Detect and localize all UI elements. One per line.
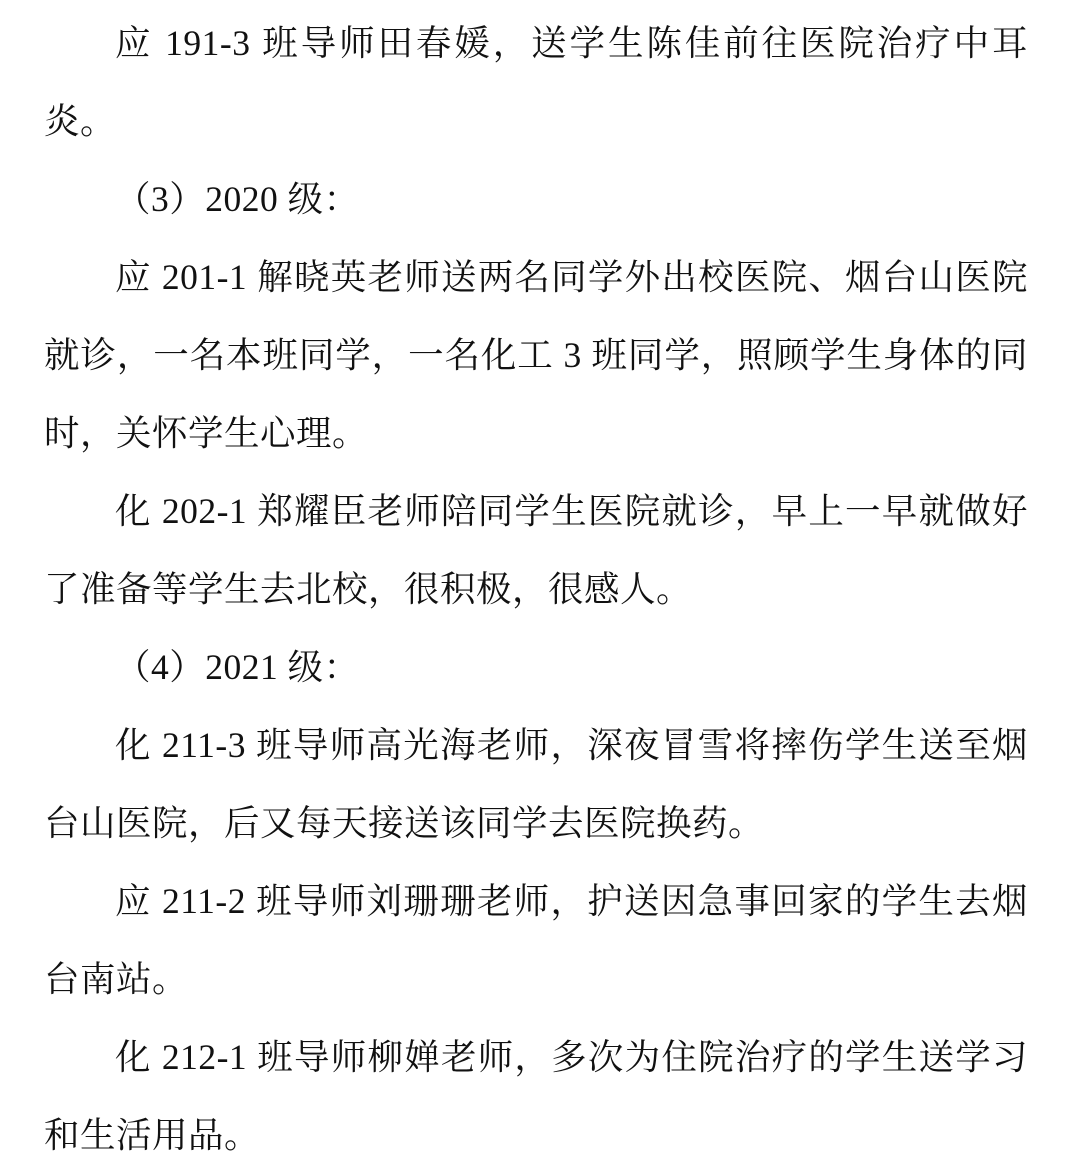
document-body (44, 0, 1028, 1174)
paragraph-heading-2021: （4）2021 级： (115, 647, 360, 687)
paragraph-3: 化 202-1 郑耀臣老师陪同学生医院就诊，早上一早就做好了准备等学生去北校，很积极，很感人。 (44, 491, 1028, 609)
paragraph-1: 应 191-3 班导师田春媛，送学生陈佳前往医院治疗中耳炎。 (44, 23, 1028, 141)
paragraph-4: 化 211-3 班导师高光海老师，深夜冒雪将摔伤学生送至烟台山医院，后又每天接送该同学去医院换药。 (44, 725, 1028, 843)
paragraph-heading-2020: （3）2020 级： (115, 179, 360, 219)
paragraph-6: 化 212-1 班导师柳婵老师，多次为住院治疗的学生送学习和生活用品。 (44, 1037, 1028, 1155)
paragraph-2: 应 201-1 解晓英老师送两名同学外出校医院、烟台山医院就诊，一名本班同学，一名化工 3 班同学，照顾学生身体的同时，关怀学生心理。 (44, 257, 1028, 453)
paragraph-5: 应 211-2 班导师刘珊珊老师，护送因急事回家的学生去烟台南站。 (44, 881, 1028, 999)
